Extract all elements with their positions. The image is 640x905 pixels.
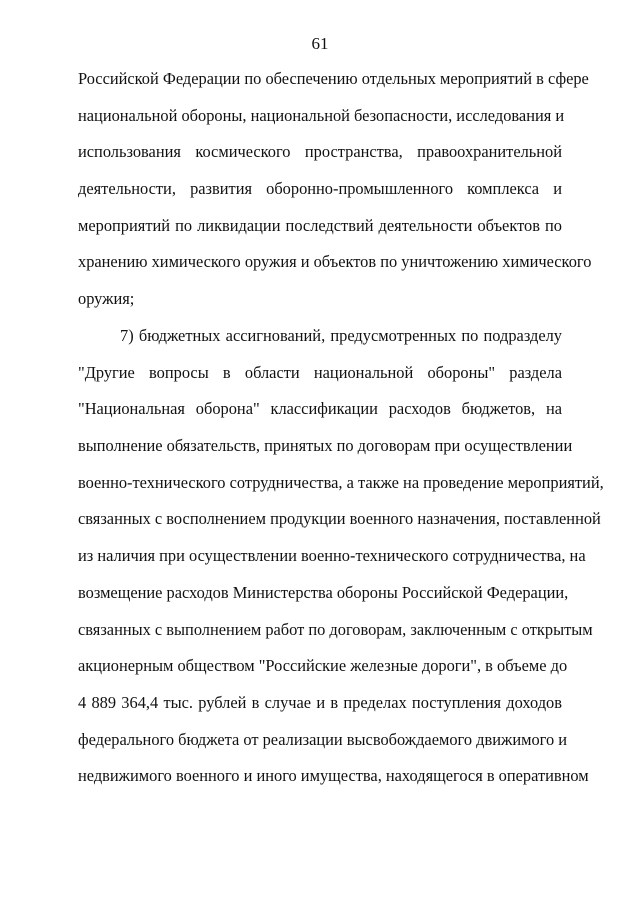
text-line: Российской Федерации по обеспечению отдельных мероприятий в сфере (78, 69, 589, 88)
text-line: военно-технического сотрудничества, а также на проведение мероприятий, (78, 472, 604, 492)
text-line: оружия; (78, 289, 135, 309)
text-line: возмещение расходов Министерства обороны Российской Федерации, (78, 582, 569, 602)
paragraph-2 (78, 326, 604, 803)
text-line: использования космического пространства, правоохранительной (78, 142, 562, 162)
text-line: из наличия при осуществлении военно-технического сотрудничества, на (78, 546, 586, 566)
text-line: связанных с выполнением работ по договорам, заключенным с открытым (78, 619, 593, 639)
text-line: национальной обороны, национальной безопасности, исследования и (78, 105, 565, 125)
text-line: акционерным обществом "Российские железные дороги", в объеме до (78, 656, 568, 676)
page-number: 61 (311, 34, 329, 53)
text-line: 4 889 364,4 тыс. рублей в случае и в пределах поступления доходов (78, 692, 562, 712)
paragraph-1 (78, 69, 592, 326)
text-line: "Национальная оборона" классификации расходов бюджетов, на (78, 399, 562, 419)
text-line: "Другие вопросы в области национальной обороны" раздела (78, 362, 562, 382)
text-line: недвижимого военного и иного имущества, находящегося в оперативном (78, 766, 589, 786)
text-line: федерального бюджета от реализации высвобождаемого движимого и (78, 729, 568, 749)
text-line: деятельности, развития оборонно-промышленного комплекса и (78, 179, 562, 199)
text-line: мероприятий по ликвидации последствий деятельности объектов по (78, 215, 562, 235)
text-line: 7) бюджетных ассигнований, предусмотренных по подразделу (120, 326, 562, 345)
text-line: выполнение обязательств, принятых по договорам при осуществлении (78, 436, 573, 456)
text-line: связанных с восполнением продукции военного назначения, поставленной (78, 509, 601, 529)
text-line: хранению химического оружия и объектов по уничтожению химического (78, 252, 592, 272)
